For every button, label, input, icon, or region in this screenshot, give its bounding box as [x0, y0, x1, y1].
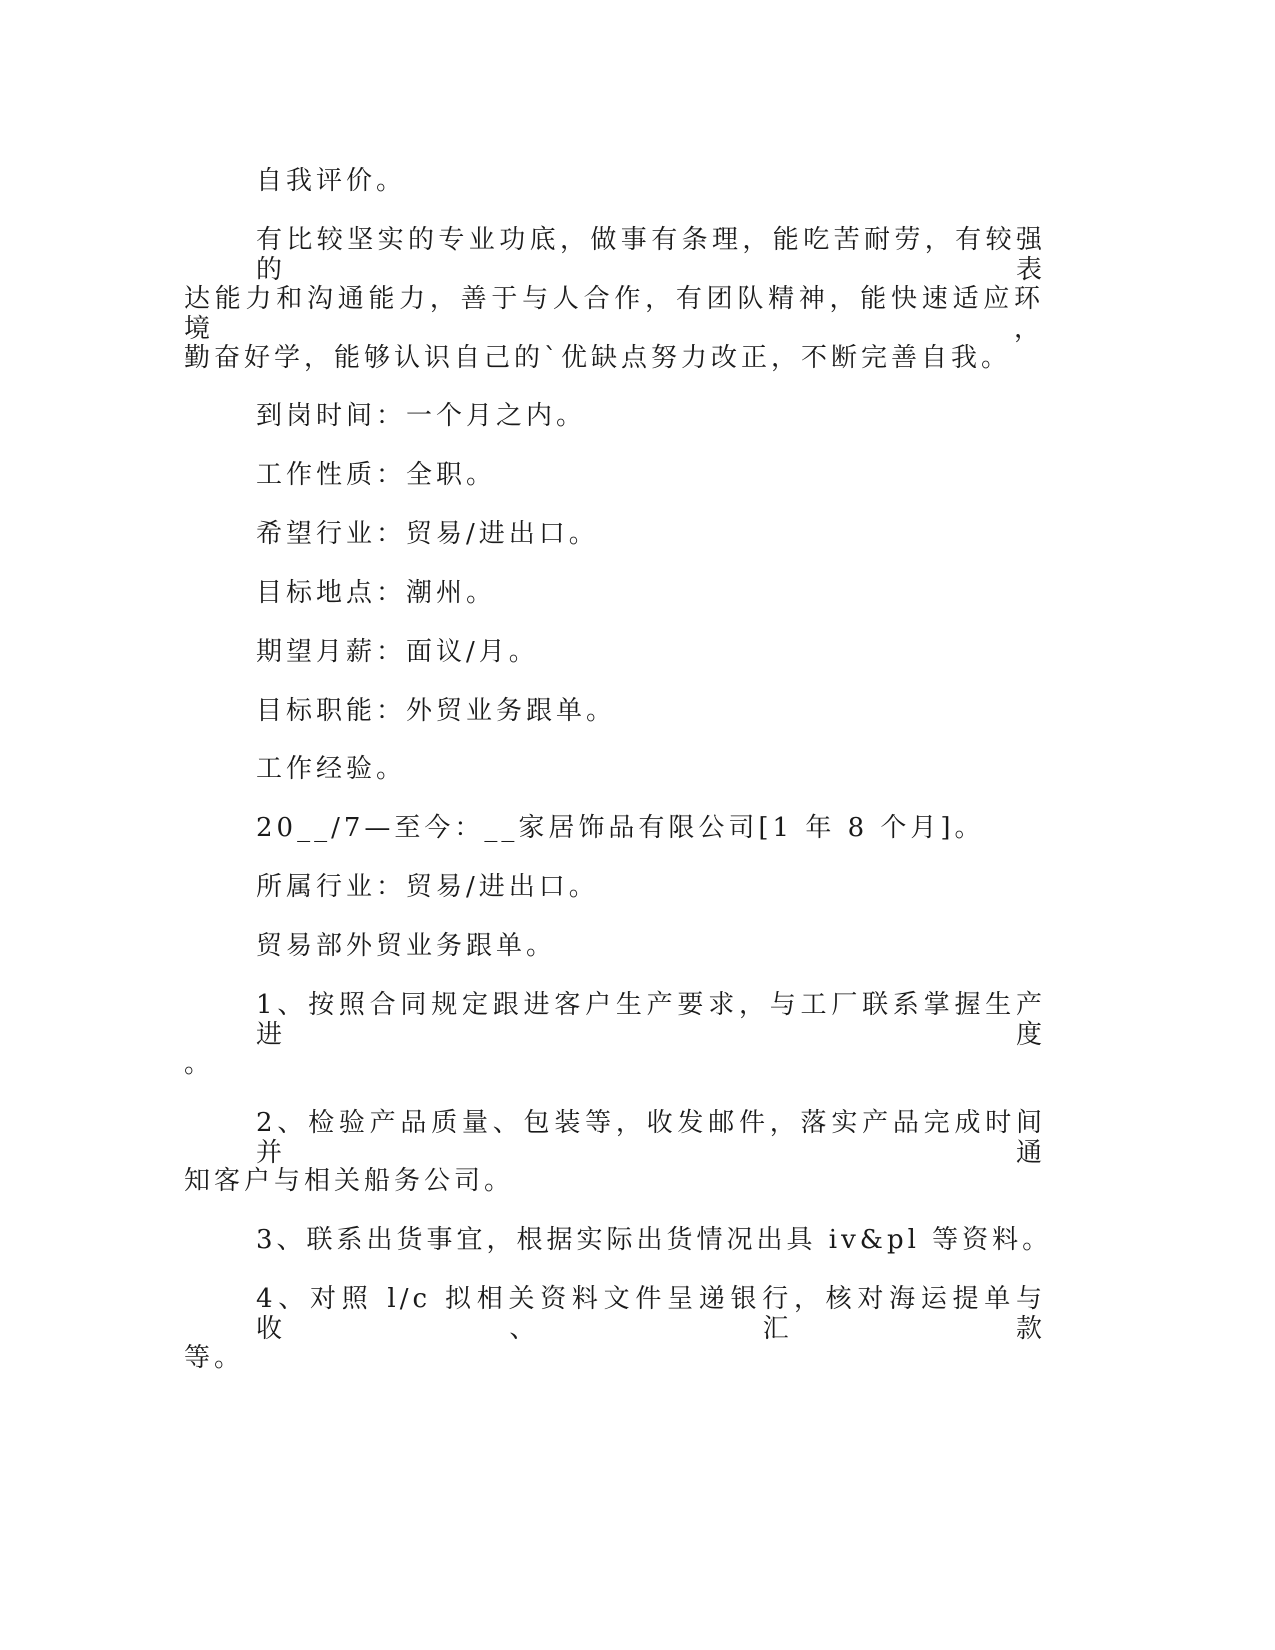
desired-industry-line: 希望行业：贸易/进出口。	[256, 519, 599, 549]
paragraph-line: 有比较坚实的专业功底，做事有条理，能吃苦耐劳，有较强的表	[256, 225, 1046, 285]
availability-line: 到岗时间：一个月之内。	[256, 401, 587, 431]
duty-item-4-continuation: 等。	[184, 1343, 245, 1373]
job-type-line: 工作性质：全职。	[256, 460, 497, 490]
expected-salary-line: 期望月薪：面议/月。	[256, 637, 539, 667]
industry-line: 所属行业：贸易/进出口。	[256, 872, 599, 902]
employment-period-line: 20__/7—至今：__家居饰品有限公司[1 年 8 个月]。	[256, 813, 985, 843]
position-line: 贸易部外贸业务跟单。	[256, 931, 557, 961]
section-heading-self-evaluation: 自我评价。	[256, 166, 407, 196]
target-function-line: 目标职能：外贸业务跟单。	[256, 696, 617, 726]
duty-item-1-continuation: 。	[184, 1049, 215, 1079]
duty-item-3: 3、联系出货事宜，根据实际出货情况出具 iv&pl 等资料。	[256, 1225, 1053, 1255]
duty-item-4: 4、对照 l/c 拟相关资料文件呈递银行，核对海运提单与收、汇款	[256, 1284, 1046, 1344]
target-location-line: 目标地点：潮州。	[256, 578, 497, 608]
paragraph-line: 勤奋好学，能够认识自己的`优缺点努力改正，不断完善自我。	[184, 343, 1012, 373]
duty-item-2: 2、检验产品质量、包装等，收发邮件，落实产品完成时间并通	[256, 1108, 1046, 1168]
section-heading-work-experience: 工作经验。	[256, 754, 407, 784]
duty-item-2-continuation: 知客户与相关船务公司。	[184, 1166, 515, 1196]
paragraph-line: 达能力和沟通能力，善于与人合作，有团队精神，能快速适应环境，	[184, 284, 1044, 344]
duty-item-1: 1、按照合同规定跟进客户生产要求，与工厂联系掌握生产进度	[256, 990, 1046, 1050]
